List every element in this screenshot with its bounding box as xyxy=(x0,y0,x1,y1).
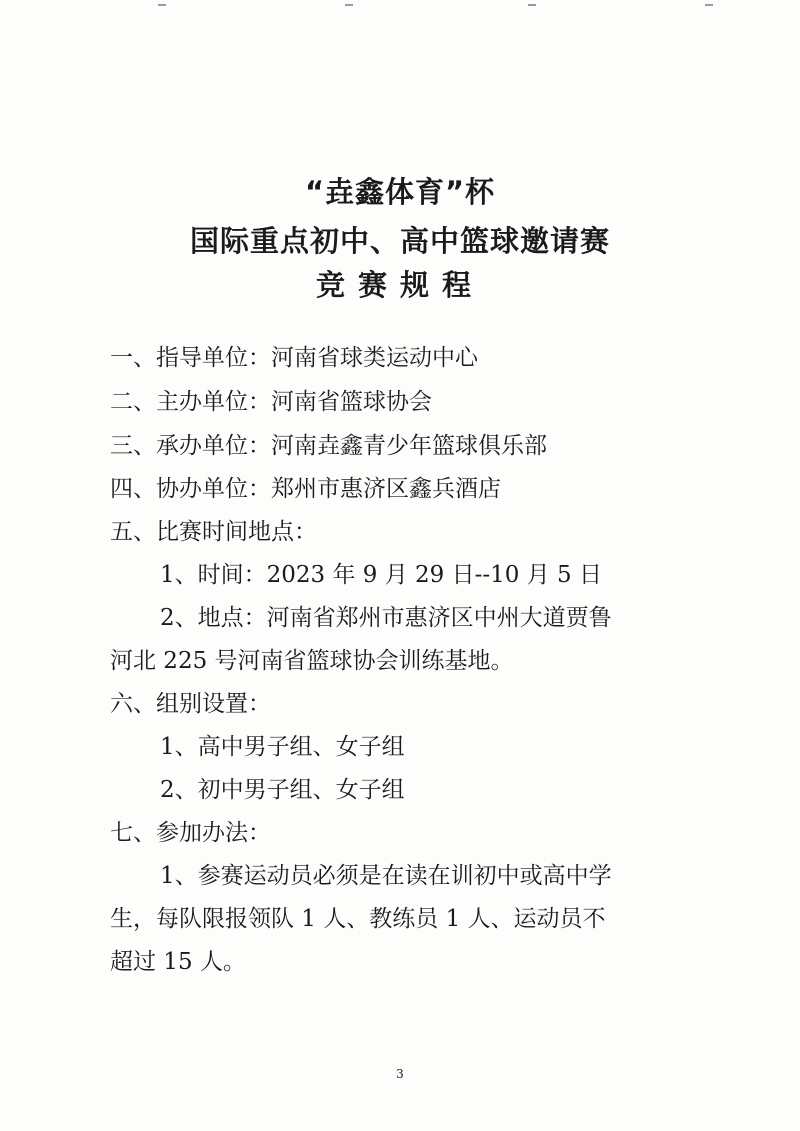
scan-mark xyxy=(528,4,536,6)
section-co-organizer-unit: 四、协办单位：郑州市惠济区鑫兵酒店 xyxy=(110,476,501,502)
title-line-2: 国际重点初中、高中篮球邀请赛 xyxy=(189,224,610,258)
item-participation-rule-end: 超过 15 人。 xyxy=(110,949,246,975)
scan-mark xyxy=(158,4,166,6)
section-guidance-unit: 一、指导单位：河南省球类运动中心 xyxy=(110,345,478,371)
item-time: 1、时间：2023 年 9 月 29 日--10 月 5 日 xyxy=(160,562,602,588)
title-line-1: “垚鑫体育”杯 xyxy=(304,175,496,209)
section-organizer-unit: 三、承办单位：河南垚鑫青少年篮球俱乐部 xyxy=(110,433,547,459)
item-participation-rule: 1、参赛运动员必须是在读在训初中或高中学 xyxy=(160,863,612,889)
section-time-place-heading: 五、比赛时间地点： xyxy=(110,519,317,545)
section-host-unit: 二、主办单位：河南省篮球协会 xyxy=(110,389,432,415)
scan-mark xyxy=(705,4,713,6)
item-place: 2、地点：河南省郑州市惠济区中州大道贾鲁 xyxy=(160,605,612,631)
section-participation-heading: 七、参加办法： xyxy=(110,820,271,846)
item-place-continued: 河北 225 号河南省篮球协会训练基地。 xyxy=(110,648,514,674)
scan-mark xyxy=(345,4,353,6)
page-number: 3 xyxy=(396,1067,404,1081)
item-middle-school-groups: 2、初中男子组、女子组 xyxy=(160,777,405,803)
section-groups-heading: 六、组别设置： xyxy=(110,691,271,717)
item-participation-rule-continued: 生，每队限报领队 1 人、教练员 1 人、运动员不 xyxy=(110,906,606,932)
item-high-school-groups: 1、高中男子组、女子组 xyxy=(160,734,405,760)
title-line-3: 竞赛规程 xyxy=(315,268,484,302)
